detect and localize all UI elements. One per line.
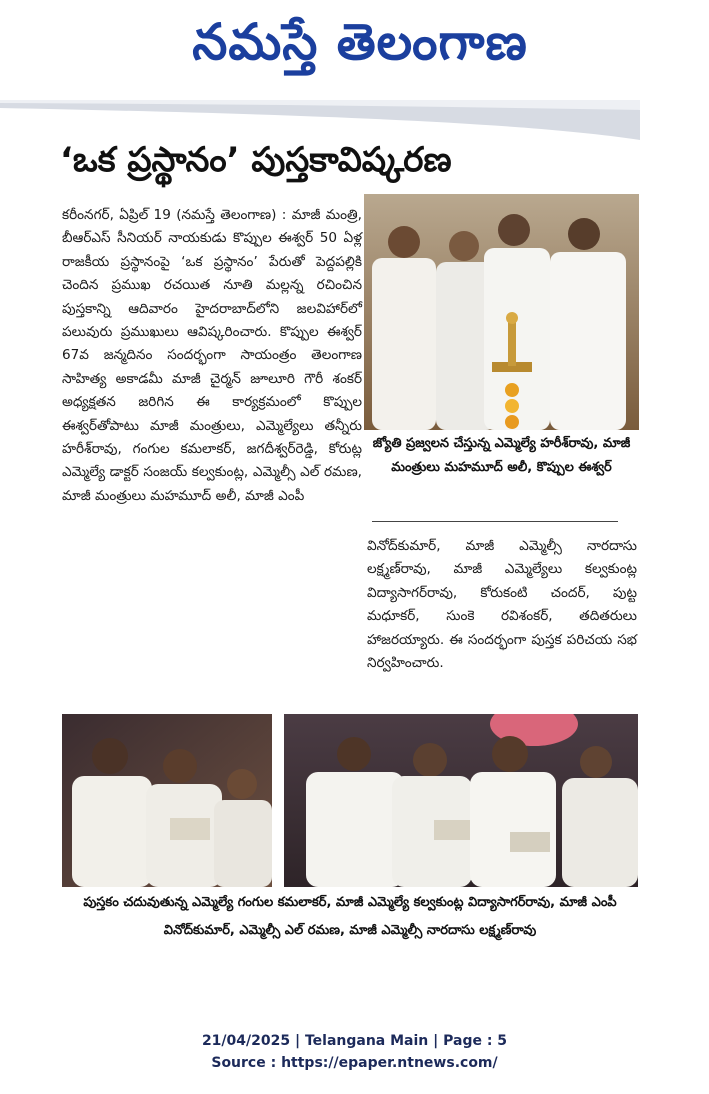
photo-caption-book-reading: పుస్తకం చదువుతున్న ఎమ్మెల్యే గంగుల కమలాకర్, మాజీ ఎమ్మెల్యే కల్వకుంట్ల విద్యాసాగర్‌రావు, మాజీ ఎంపీ వినోద్‌కుమార్, ఎమ్మెల్సీ ఎల్ రమణ, మాజీ ఎమ్మెల్సీ నారదాసు లక్ష్మణ్‌రావు [83,895,617,938]
article-headline: ‘ఒక ప్రస్థానం’ పుస్తకావిష్కరణ [60,140,452,180]
caption-divider [372,521,618,522]
book-reading-photo-right-graphic [284,714,638,887]
footer-date-page: 21/04/2025 | Telangana Main | Page : 5 [201,1033,508,1049]
lamp-lighting-photo-graphic [364,194,639,430]
book-reading-photo-left [62,714,272,887]
newspaper-logo: నమస్తే తెలంగాణ [192,13,528,71]
article-body-right-column [367,535,637,675]
footer-source: Source : https://epaper.ntnews.com/ [211,1055,498,1071]
article-body-left-text: కరీంనగర్, ఏప్రిల్ 19 (నమస్తే తెలంగాణ) : మాజీ మంత్రి, బీఆర్ఎస్ సీనియర్ నాయకుడు కొప్పుల ఈశ్వర్ 50 ఏళ్ల రాజకీయ ప్రస్థానంపై ‘ఒక ప్రస్థానం’ పేరుతో పెద్దపల్లికి చెందిన ప్రముఖ రచయిత నూతి మల్లన్న రచించిన పుస్తకాన్ని ఆదివారం హైదరాబాద్‌లోని జలవిహార్‌లో పలువురు ప్రముఖులు ఆవిష్కరించారు. కొప్పుల ఈశ్వర్ 67వ జన్మదినం సందర్భంగా సాయంత్రం తెలంగాణ సాహిత్య అకాడమీ మాజీ చైర్మన్ జూలూరి గౌరీ శంకర్ అధ్యక్షతన జరిగిన ఈ కార్యక్రమంలో కొప్పుల ఈశ్వర్‌తోపాటు మాజీ మంత్రులు, ఎమ్మెల్యేలు తన్నీరు హరీశ్‌రావు, గంగుల కమలాకర్, జగదీశ్వర్‌రెడ్డి, కోరుట్ల ఎమ్మెల్యే డాక్టర్ సంజయ్ కల్వకుంట్ల, ఎమ్మెల్సీ ఎల్ రమణ, మాజీ మంత్రులు మహమూద్ అలీ, మాజీ ఎంపీ [62,207,362,504]
article-body-right-text: వినోద్‌కుమార్, మాజీ ఎమ్మెల్సీ నారదాసు లక్ష్మణ్‌రావు, మాజీ ఎమ్మెల్యేలు కల్వకుంట్ల విద్యాసాగర్‌రావు, కోరుకంటి చందర్, పుట్ట మధూకర్, సుంకె రవిశంకర్, తదితరులు హాజరయ్యారు. ఈ సందర్భంగా పుస్తక పరిచయ సభ నిర్వహించారు. [367,538,637,672]
lamp-lighting-photo [364,194,639,430]
book-reading-photo-left-graphic [62,714,272,887]
page-footer [0,1030,709,1074]
book-reading-photo-right [284,714,638,887]
article-body-left-column [62,204,362,508]
masthead [0,0,709,110]
photo-caption-lamp-lighting: జ్యోతి ప్రజ్వలన చేస్తున్న ఎమ్మెల్యే హరీశ్‌రావు, మాజీ మంత్రులు మహమూద్ అలీ, కొప్పుల ఈశ్వర్ [372,436,631,475]
masthead-swoosh [0,100,640,140]
